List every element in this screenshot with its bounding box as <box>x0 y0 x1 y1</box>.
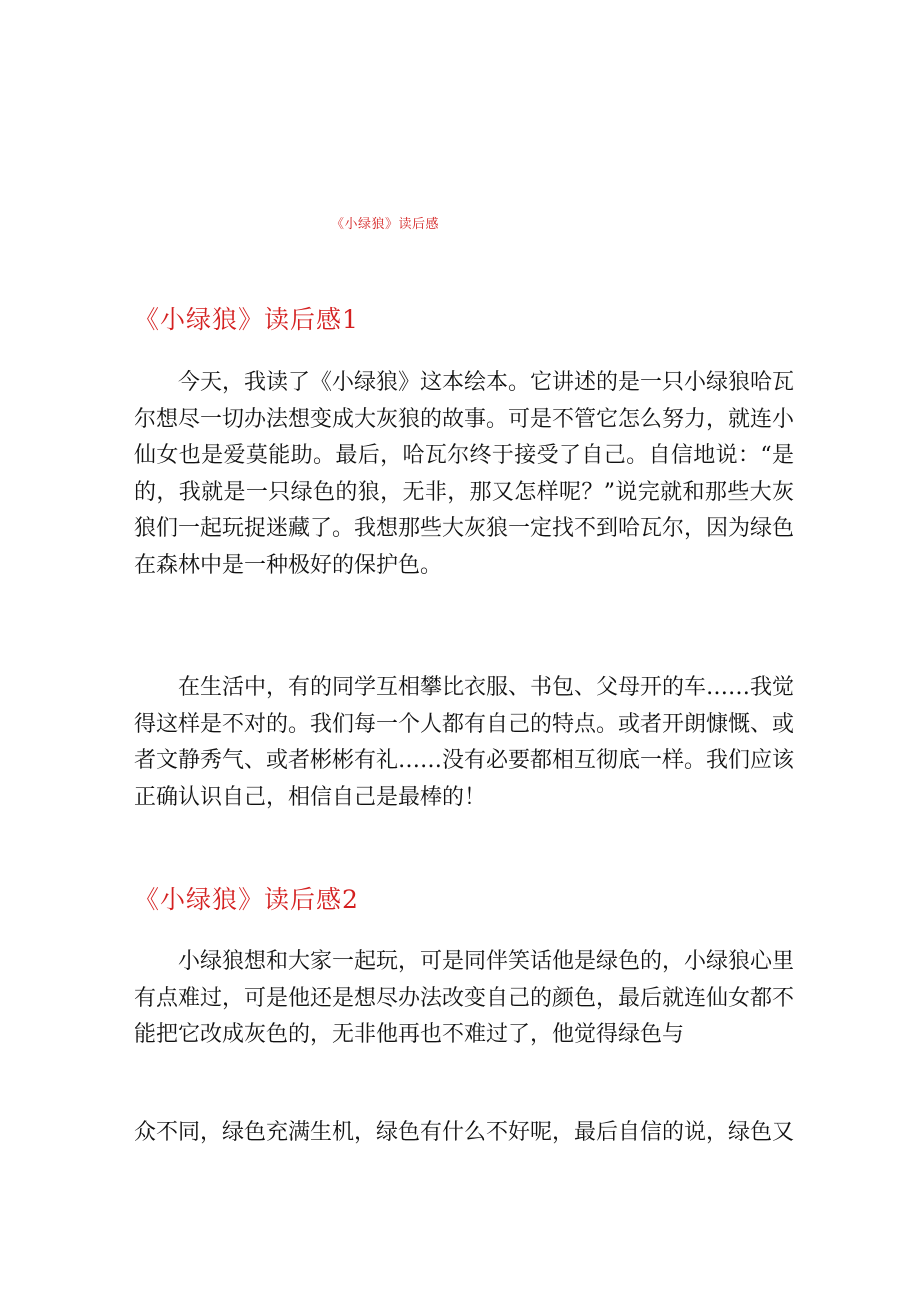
section-1-paragraph-2: 在生活中，有的同学互相攀比衣服、书包、父母开的车……我觉得这样是不对的。我们每一个人都有自己的特点。或者开朗慷慨、或者文静秀气、或者彬彬有礼……没有必要都相互彻底一样。我们应该正确认识自己，相信自己是最棒的！ <box>134 675 795 810</box>
section-2-paragraph-continued: 众不同，绿色充满生机，绿色有什么不好呢，最后自信的说，绿色又 <box>134 1120 795 1145</box>
section-heading-2: 《小绿狼》读后感2 <box>134 885 359 914</box>
section-heading-1: 《小绿狼》读后感1 <box>134 305 359 334</box>
section-1-paragraph-1: 今天，我读了《小绿狼》这本绘本。它讲述的是一只小绿狼哈瓦尔想尽一切办法想变成大灰狼的故事。可是不管它怎么努力，就连小仙女也是爱莫能助。最后，哈瓦尔终于接受了自己。自信地说：“是的，我就是一只绿色的狼，无非，那又怎样呢？”说完就和那些大灰狼们一起玩捉迷藏了。我想那些大灰狼一定找不到哈瓦尔，因为绿色在森林中是一种极好的保护色。 <box>134 370 795 578</box>
document-title: 《小绿狼》读后感 <box>330 217 439 232</box>
section-2-paragraph-1: 小绿狼想和大家一起玩，可是同伴笑话他是绿色的，小绿狼心里有点难过，可是他还是想尽办法改变自己的颜色，最后就连仙女都不能把它改成灰色的，无非他再也不难过了，他觉得绿色与 <box>134 949 795 1047</box>
